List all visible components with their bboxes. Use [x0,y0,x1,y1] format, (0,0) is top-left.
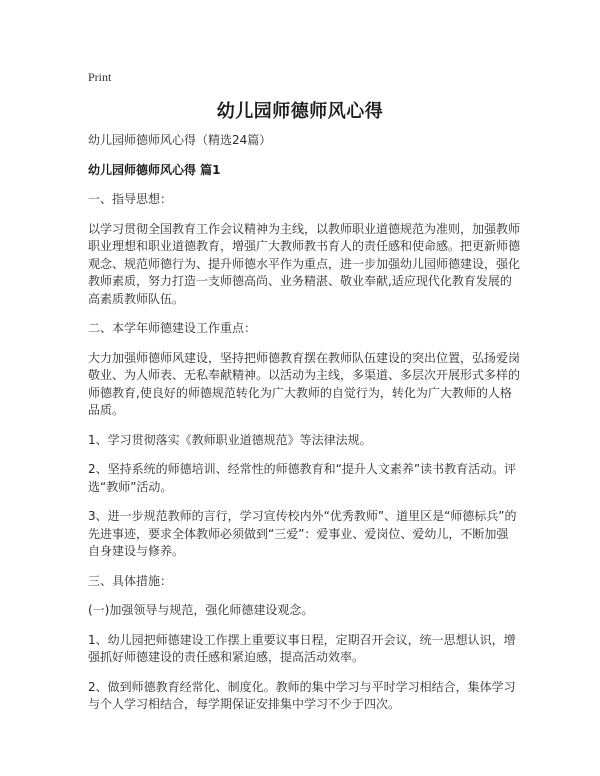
section-heading: 幼儿园师德师风心得 篇1 [88,162,221,177]
heading-measures: 三、具体措施： [88,573,173,588]
heading-guiding-ideology: 一、指导思想： [88,192,173,206]
document-body [88,132,520,726]
measure-item-2: 2、做到师德教育经常化、制度化。教师的集中学习与平时学习相结合，集体学习与个人学习相结合，每学期保证安排集中学习不少于四次。 [88,679,516,711]
list-item-1: 1、学习贯彻落实《教师职业道德规范》等法律法规。 [88,432,372,447]
document-title: 幼儿园师德师风心得 [216,101,384,122]
list-item-3: 3、进一步规范教师的言行，学习宣传校内外“优秀教师”、道里区是“师德标兵”的先进事迹，要求全体教师必须做到“三爱”：爱事业、爱岗位、爱幼儿，不断加强自身建设与修养。 [88,509,517,558]
paragraph-guiding-ideology: 以学习贯彻全国教育工作会议精神为主线，以教师职业道德规范为准则，加强教师职业理想和职业道德教育，增强广大教师教书育人的责任感和使命感。把更新师德观念、规范师德行为、提升师德水平作为重点，进一步加强幼儿园师德建设，强化教师素质，努力打造一支师德高尚、业务精湛、敬业奉献,适应现代化教育发展的高素质教师队伍。 [88,221,521,306]
list-item-2: 2、坚持系统的师德培训、经常性的师德教育和“提升人文素养”读书教育活动。评选“教师”活动。 [88,462,517,494]
document-subtitle: 幼儿园师德师风心得（精选24篇） [88,133,272,147]
subheading-leadership: (一)加强领导与规范，强化师德建设观念。 [88,603,314,617]
print-label: Print [88,70,112,84]
measure-item-1: 1、幼儿园把师德建设工作摆上重要议事日程，定期召开会议，统一思想认识，增强抓好师德建设的责任感和紧迫感，提高活动效率。 [88,632,516,664]
heading-work-focus: 二、本学年师德建设工作重点： [88,321,257,335]
paragraph-work-focus: 大力加强师德师风建设，坚持把师德教育摆在教师队伍建设的突出位置，弘扬爱岗敬业、为人师表、无私奉献精神。以活动为主线，多渠道、多层次开展形式多样的师德教育,使良好的师德规范转化为广大教师的自觉行为，转化为广大教师的人格品质。 [88,350,521,417]
